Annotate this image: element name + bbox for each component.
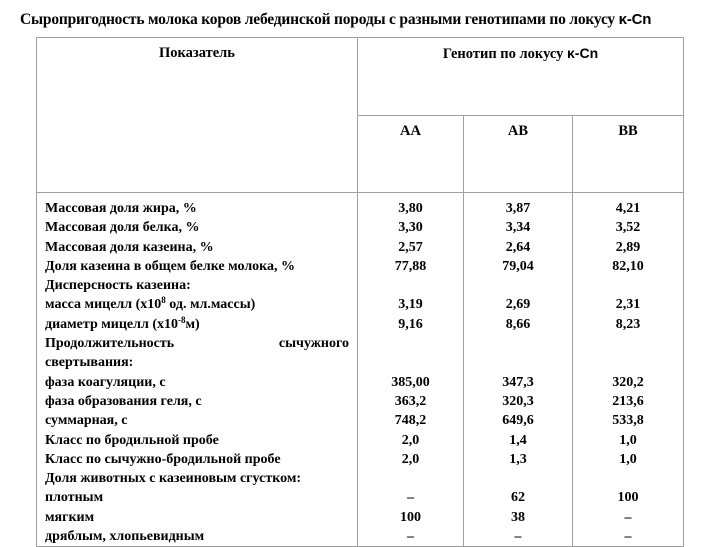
indicator-coag-phase: фаза коагуляции, с	[45, 374, 166, 390]
value-cell: 8,66	[505, 316, 531, 332]
value-cell: 320,3	[502, 393, 534, 409]
value-cell: 77,88	[394, 258, 427, 274]
indicator-flabby: дряблым, хлопьевидным	[45, 529, 205, 545]
value-cell: 82,10	[612, 258, 644, 274]
indicator-clot-share: Доля животных с казеиновым сгустком:	[45, 471, 302, 487]
value-cell: 3,80	[398, 201, 423, 216]
indicator-coagulation: свертывания:	[45, 355, 134, 371]
value-cell: 9,16	[398, 316, 423, 332]
duration-label: Продолжительность	[45, 336, 175, 352]
value-cell: 2,64	[505, 239, 531, 255]
value-cell: 1,0	[619, 451, 637, 467]
indicator-rennet-ferment-class: Класс по сычужно-бродильной пробе	[45, 451, 281, 467]
value-cell: 2,0	[401, 432, 420, 448]
value-cell: 385,00	[391, 374, 430, 390]
data-table	[36, 37, 684, 547]
indicator-micelle-mass	[45, 295, 349, 314]
value-cell	[358, 353, 463, 372]
indicator-ferment-class: Класс по бродильной пробе	[45, 432, 219, 448]
value-cell	[573, 276, 683, 295]
value-cell: 649,6	[502, 413, 534, 429]
value-cell	[464, 276, 572, 295]
micelle-diam-suffix: м)	[185, 316, 200, 332]
values-aa	[358, 193, 464, 547]
value-cell: 3,34	[505, 220, 531, 236]
indicator-total: суммарная, с	[45, 413, 128, 429]
value-cell: 748,2	[394, 413, 427, 429]
value-cell: 79,04	[502, 258, 534, 274]
header-indicator: Показатель	[37, 38, 358, 193]
value-cell: 3,30	[398, 220, 423, 236]
title-text: Сыропригодность молока коров лебединской породы с разными генотипами по локусу	[20, 11, 619, 28]
micelle-diam-exp: -8	[178, 314, 186, 325]
indicator-dispersity: Дисперсность казеина:	[45, 278, 191, 294]
value-cell: 2,89	[615, 239, 641, 255]
value-cell: 363,2	[394, 393, 427, 409]
micelle-diam-label: диаметр мицелл (х10	[45, 316, 178, 332]
value-cell: 3,87	[505, 201, 531, 216]
micelle-mass-label: масса мицелл (х10	[45, 297, 162, 313]
micelle-mass-exp: 8	[161, 295, 166, 306]
value-cell: 1,3	[509, 451, 527, 467]
value-cell	[573, 469, 683, 488]
value-cell: 320,2	[612, 374, 644, 390]
value-cell: 4,21	[615, 201, 641, 216]
value-cell: 100	[617, 490, 639, 506]
value-cell: 2,0	[401, 451, 420, 467]
values-ab	[464, 193, 573, 547]
header-locus: κ-Cn	[567, 45, 599, 61]
value-cell	[358, 276, 463, 295]
value-cell: 1,0	[619, 432, 637, 448]
value-cell: –	[407, 529, 414, 545]
indicator-soft: мягким	[45, 509, 95, 525]
indicator-column	[37, 193, 358, 547]
header-genotype-aa: AA	[358, 116, 464, 193]
header-genotype-ab: AB	[464, 116, 573, 193]
value-cell: 213,6	[612, 393, 644, 409]
value-cell: –	[624, 509, 632, 525]
value-cell: –	[514, 529, 522, 545]
value-cell: 533,8	[612, 413, 644, 429]
indicator-micelle-diameter	[45, 315, 349, 334]
value-cell: 2,31	[615, 297, 641, 313]
indicator-gel-phase: фаза образования геля, с	[45, 393, 202, 409]
title-locus: κ-Cn	[618, 11, 652, 28]
indicator-duration	[45, 334, 349, 353]
value-cell: –	[407, 490, 414, 506]
value-cell: 1,4	[509, 432, 527, 448]
values-bb	[573, 193, 684, 547]
micelle-mass-suffix: од. мл.массы)	[165, 297, 256, 313]
value-cell: 100	[400, 509, 421, 525]
header-genotype	[358, 38, 684, 116]
indicator-dense: плотным	[45, 490, 104, 506]
value-cell: 2,69	[505, 297, 531, 313]
value-cell	[464, 353, 572, 372]
value-cell: 2,57	[398, 239, 423, 255]
value-cell: 38	[511, 509, 525, 525]
indicator-casein-share: Доля казеина в общем белке молока, %	[45, 258, 296, 274]
value-cell: 8,23	[615, 316, 641, 332]
value-cell	[573, 353, 683, 372]
value-cell	[358, 334, 463, 353]
duration-tail: сычужного	[278, 336, 349, 352]
header-genotype-bb: BB	[573, 116, 684, 193]
value-cell: –	[624, 529, 632, 545]
value-cell	[358, 469, 463, 488]
value-cell: 347,3	[502, 374, 534, 390]
value-cell: 3,19	[398, 297, 423, 313]
indicator-fat: Массовая доля жира, %	[45, 201, 197, 216]
value-cell: 3,52	[615, 220, 641, 236]
page-title	[20, 11, 720, 29]
indicator-protein: Массовая доля белка, %	[45, 220, 200, 236]
value-cell	[573, 334, 683, 353]
indicator-casein: Массовая доля казеина, %	[45, 239, 214, 255]
header-genotype-label: Генотип по локусу	[442, 46, 567, 62]
value-cell: 62	[511, 490, 525, 506]
value-cell	[464, 334, 572, 353]
value-cell	[464, 469, 572, 488]
